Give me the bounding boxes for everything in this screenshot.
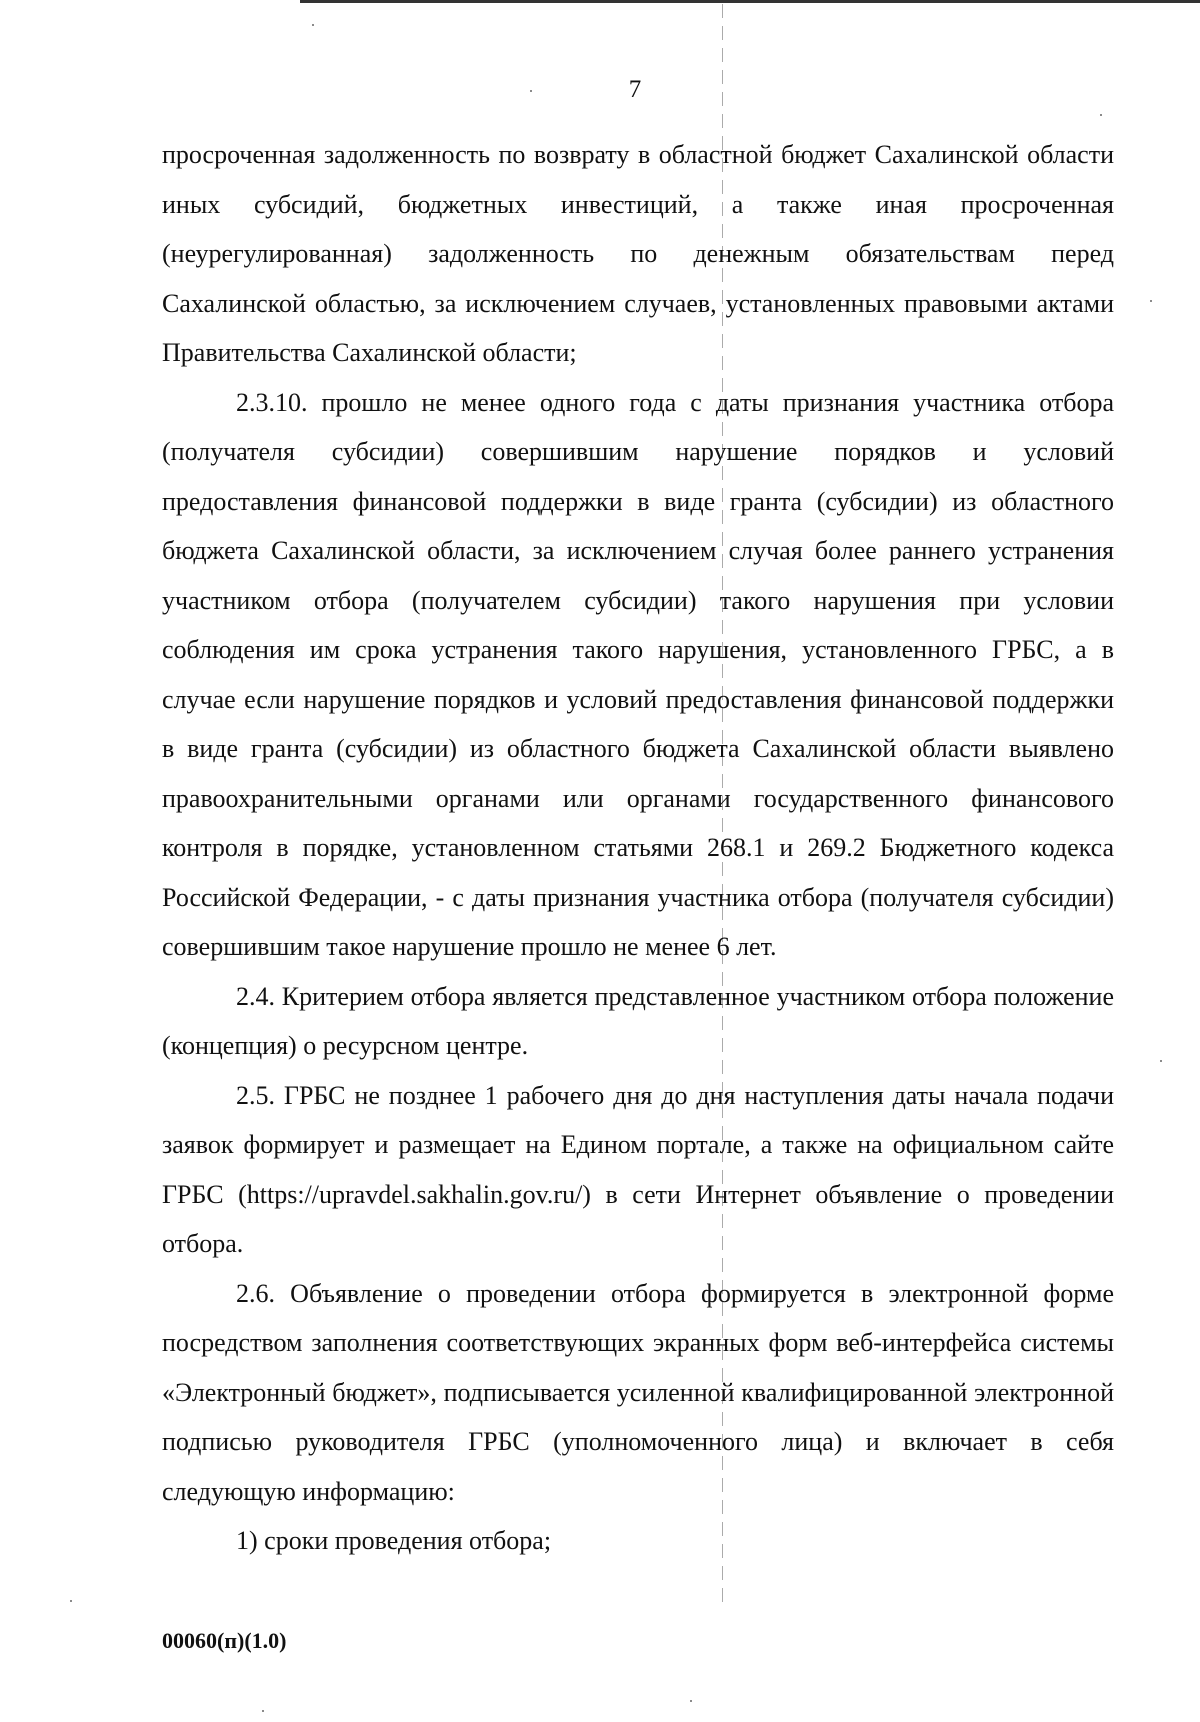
document-body [162, 130, 1114, 1566]
scan-speck [70, 1600, 72, 1602]
page-number: 7 [628, 76, 642, 103]
scan-speck [262, 1710, 264, 1712]
paragraph-2-5: 2.5. ГРБС не позднее 1 рабочего дня до дня наступления даты начала подачи заявок формирует и размещает на Едином портале, а также на официальном сайте ГРБС (https://upravdel.sakhalin.gov.ru/) в сети Интернет объявление о проведении отбора. [162, 1080, 1114, 1258]
scan-speck [1160, 1060, 1162, 1062]
paragraph-2-4: 2.4. Критерием отбора является представленное участником отбора положение (концепция) о ресурсном центре. [162, 981, 1114, 1060]
paragraph-2-6: 2.6. Объявление о проведении отбора формируется в электронной форме посредством заполнения соответствующих экранных форм веб-интерфейса системы «Электронный бюджет», подписывается усиленной квалифицированной электронной подписью руководителя ГРБС (уполномоченного лица) и включает в себя следующую информацию: [162, 1278, 1114, 1506]
scan-speck [1150, 300, 1152, 302]
scan-speck [690, 1700, 692, 1702]
paragraph-2-3-10: 2.3.10. прошло не менее одного года с даты признания участника отбора (получателя субсидии) совершившим нарушение порядков и условий предоставления финансовой поддержки в виде гранта (субсидии) из областного бюджета Сахалинской области, за исключением случая более раннего устранения участником отбора (получателем субсидии) такого нарушения при условии соблюдения им срока устранения такого нарушения, установленного ГРБС, а в случае если нарушение порядков и условий предоставления финансовой поддержки в виде гранта (субсидии) из областного бюджета Сахалинской области выявлено правоохранительными органами или органами государственного финансового контроля в порядке, установленном статьями 268.1 и 269.2 Бюджетного кодекса Российской Федерации, - с даты признания участника отбора (получателя субсидии) совершившим такое нарушение прошло не менее 6 лет. [162, 387, 1114, 961]
scan-edge-line [300, 0, 1200, 3]
paragraph-continuation: просроченная задолженность по возврату в областной бюджет Сахалинской области иных субсидий, бюджетных инвестиций, а также иная просроченная (неурегулированная) задолженность по денежным обязательствам перед Сахалинской областью, за исключением случаев, установленных правовыми актами Правительства Сахалинской области; [162, 140, 1114, 367]
scan-speck [1100, 114, 1102, 116]
list-item-1: 1) сроки проведения отбора; [236, 1526, 552, 1555]
scan-speck [312, 24, 314, 26]
document-code: 00060(п)(1.0) [162, 1628, 287, 1653]
